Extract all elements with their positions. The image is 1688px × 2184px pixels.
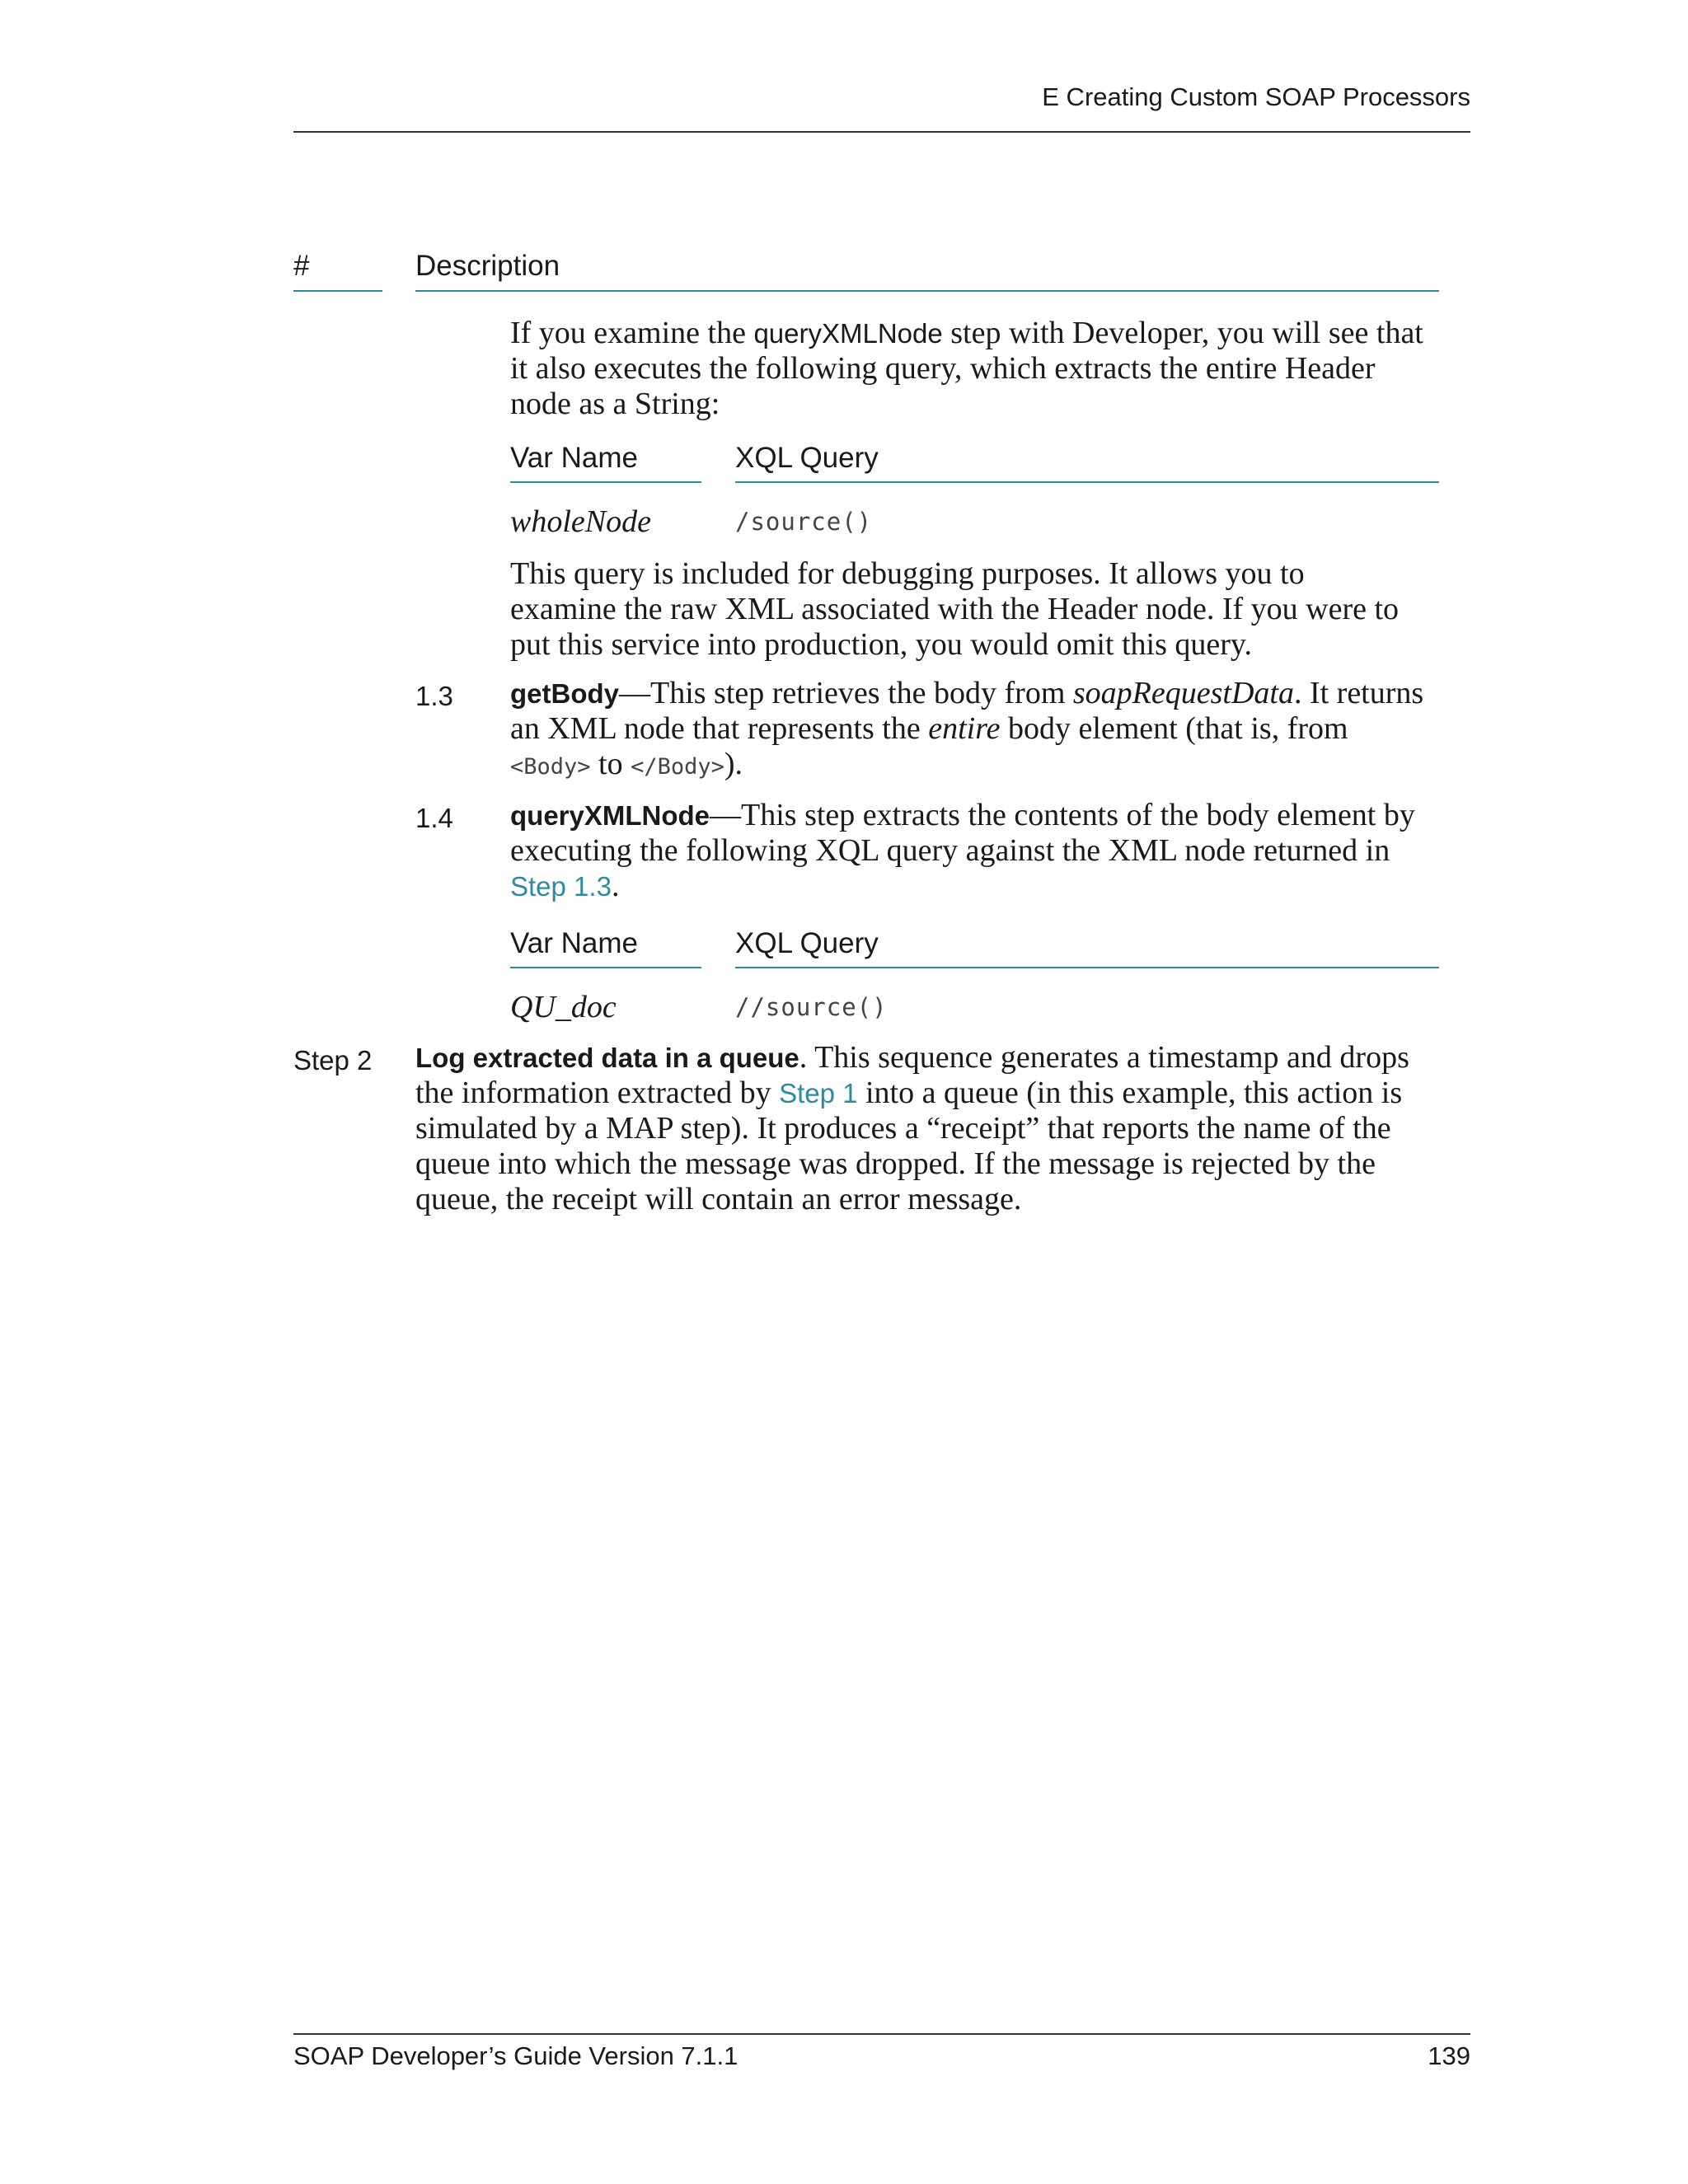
step-1-3-paragraph: getBody—This step retrieves the body from soapRequestData. It returns an XML node that represents the entire body element (that is, from <Body> to </Body>). [510, 676, 1424, 781]
column-header-number: # [293, 250, 310, 282]
var-name-rule [510, 967, 701, 968]
var-name-value: wholeNode [510, 504, 651, 539]
step-1-link[interactable]: Step 1 [779, 1078, 858, 1108]
inline-code: </Body> [631, 754, 724, 780]
xql-query-header: XQL Query [735, 442, 879, 474]
var-name-rule [510, 481, 701, 483]
column-description-rule [415, 290, 1439, 292]
xql-query-header: XQL Query [735, 927, 879, 959]
step-number-2: Step 2 [293, 1045, 373, 1076]
xql-query-value: /source() [735, 508, 873, 536]
inline-code: <Body> [510, 754, 591, 780]
intro-paragraph: If you examine the queryXMLNode step with Developer, you will see that it also executes the following query, which extracts the entire Header node as a String: [510, 316, 1423, 421]
inline-code: queryXMLNode [753, 318, 943, 349]
footer-title: SOAP Developer’s Guide Version 7.1.1 [293, 2041, 738, 2070]
step-title: queryXMLNode [510, 800, 710, 831]
xql-query-rule [735, 967, 1439, 968]
var-name-header: Var Name [510, 927, 638, 959]
running-header: E Creating Custom SOAP Processors [1042, 82, 1470, 111]
step-1-4-paragraph: queryXMLNode—This step extracts the contents of the body element by executing the following XQL query against the XML node returned in Step 1.3. [510, 798, 1415, 903]
debug-paragraph: This query is included for debugging purposes. It allows you to examine the raw XML associated with the Header node. If you were to put this service into production, you would omit this query. [510, 556, 1400, 662]
header-divider [293, 131, 1470, 133]
var-name-value: QU_doc [510, 990, 617, 1024]
xql-query-value: //source() [735, 993, 888, 1021]
step-title: Log extracted data in a queue [415, 1043, 799, 1073]
step-1-3-link[interactable]: Step 1.3 [510, 871, 612, 902]
step-number-1-3: 1.3 [415, 681, 453, 711]
column-header-description: Description [415, 250, 560, 282]
var-name-header: Var Name [510, 442, 638, 474]
column-number-rule [293, 290, 382, 292]
step-number-1-4: 1.4 [415, 803, 453, 833]
xql-query-rule [735, 481, 1439, 483]
page-number: 139 [1428, 2041, 1470, 2070]
footer-divider [293, 2033, 1470, 2035]
step-title: getBody [510, 678, 619, 709]
step-2-paragraph: Log extracted data in a queue. This sequence generates a timestamp and drops the information extracted by Step 1 into a queue (in this example, this action is simulated by a MAP step). It produces a “receipt” that reports the name of the queue into which the message was dropped. If the message is rejected by the queue, the receipt will contain an error message. [415, 1040, 1409, 1216]
